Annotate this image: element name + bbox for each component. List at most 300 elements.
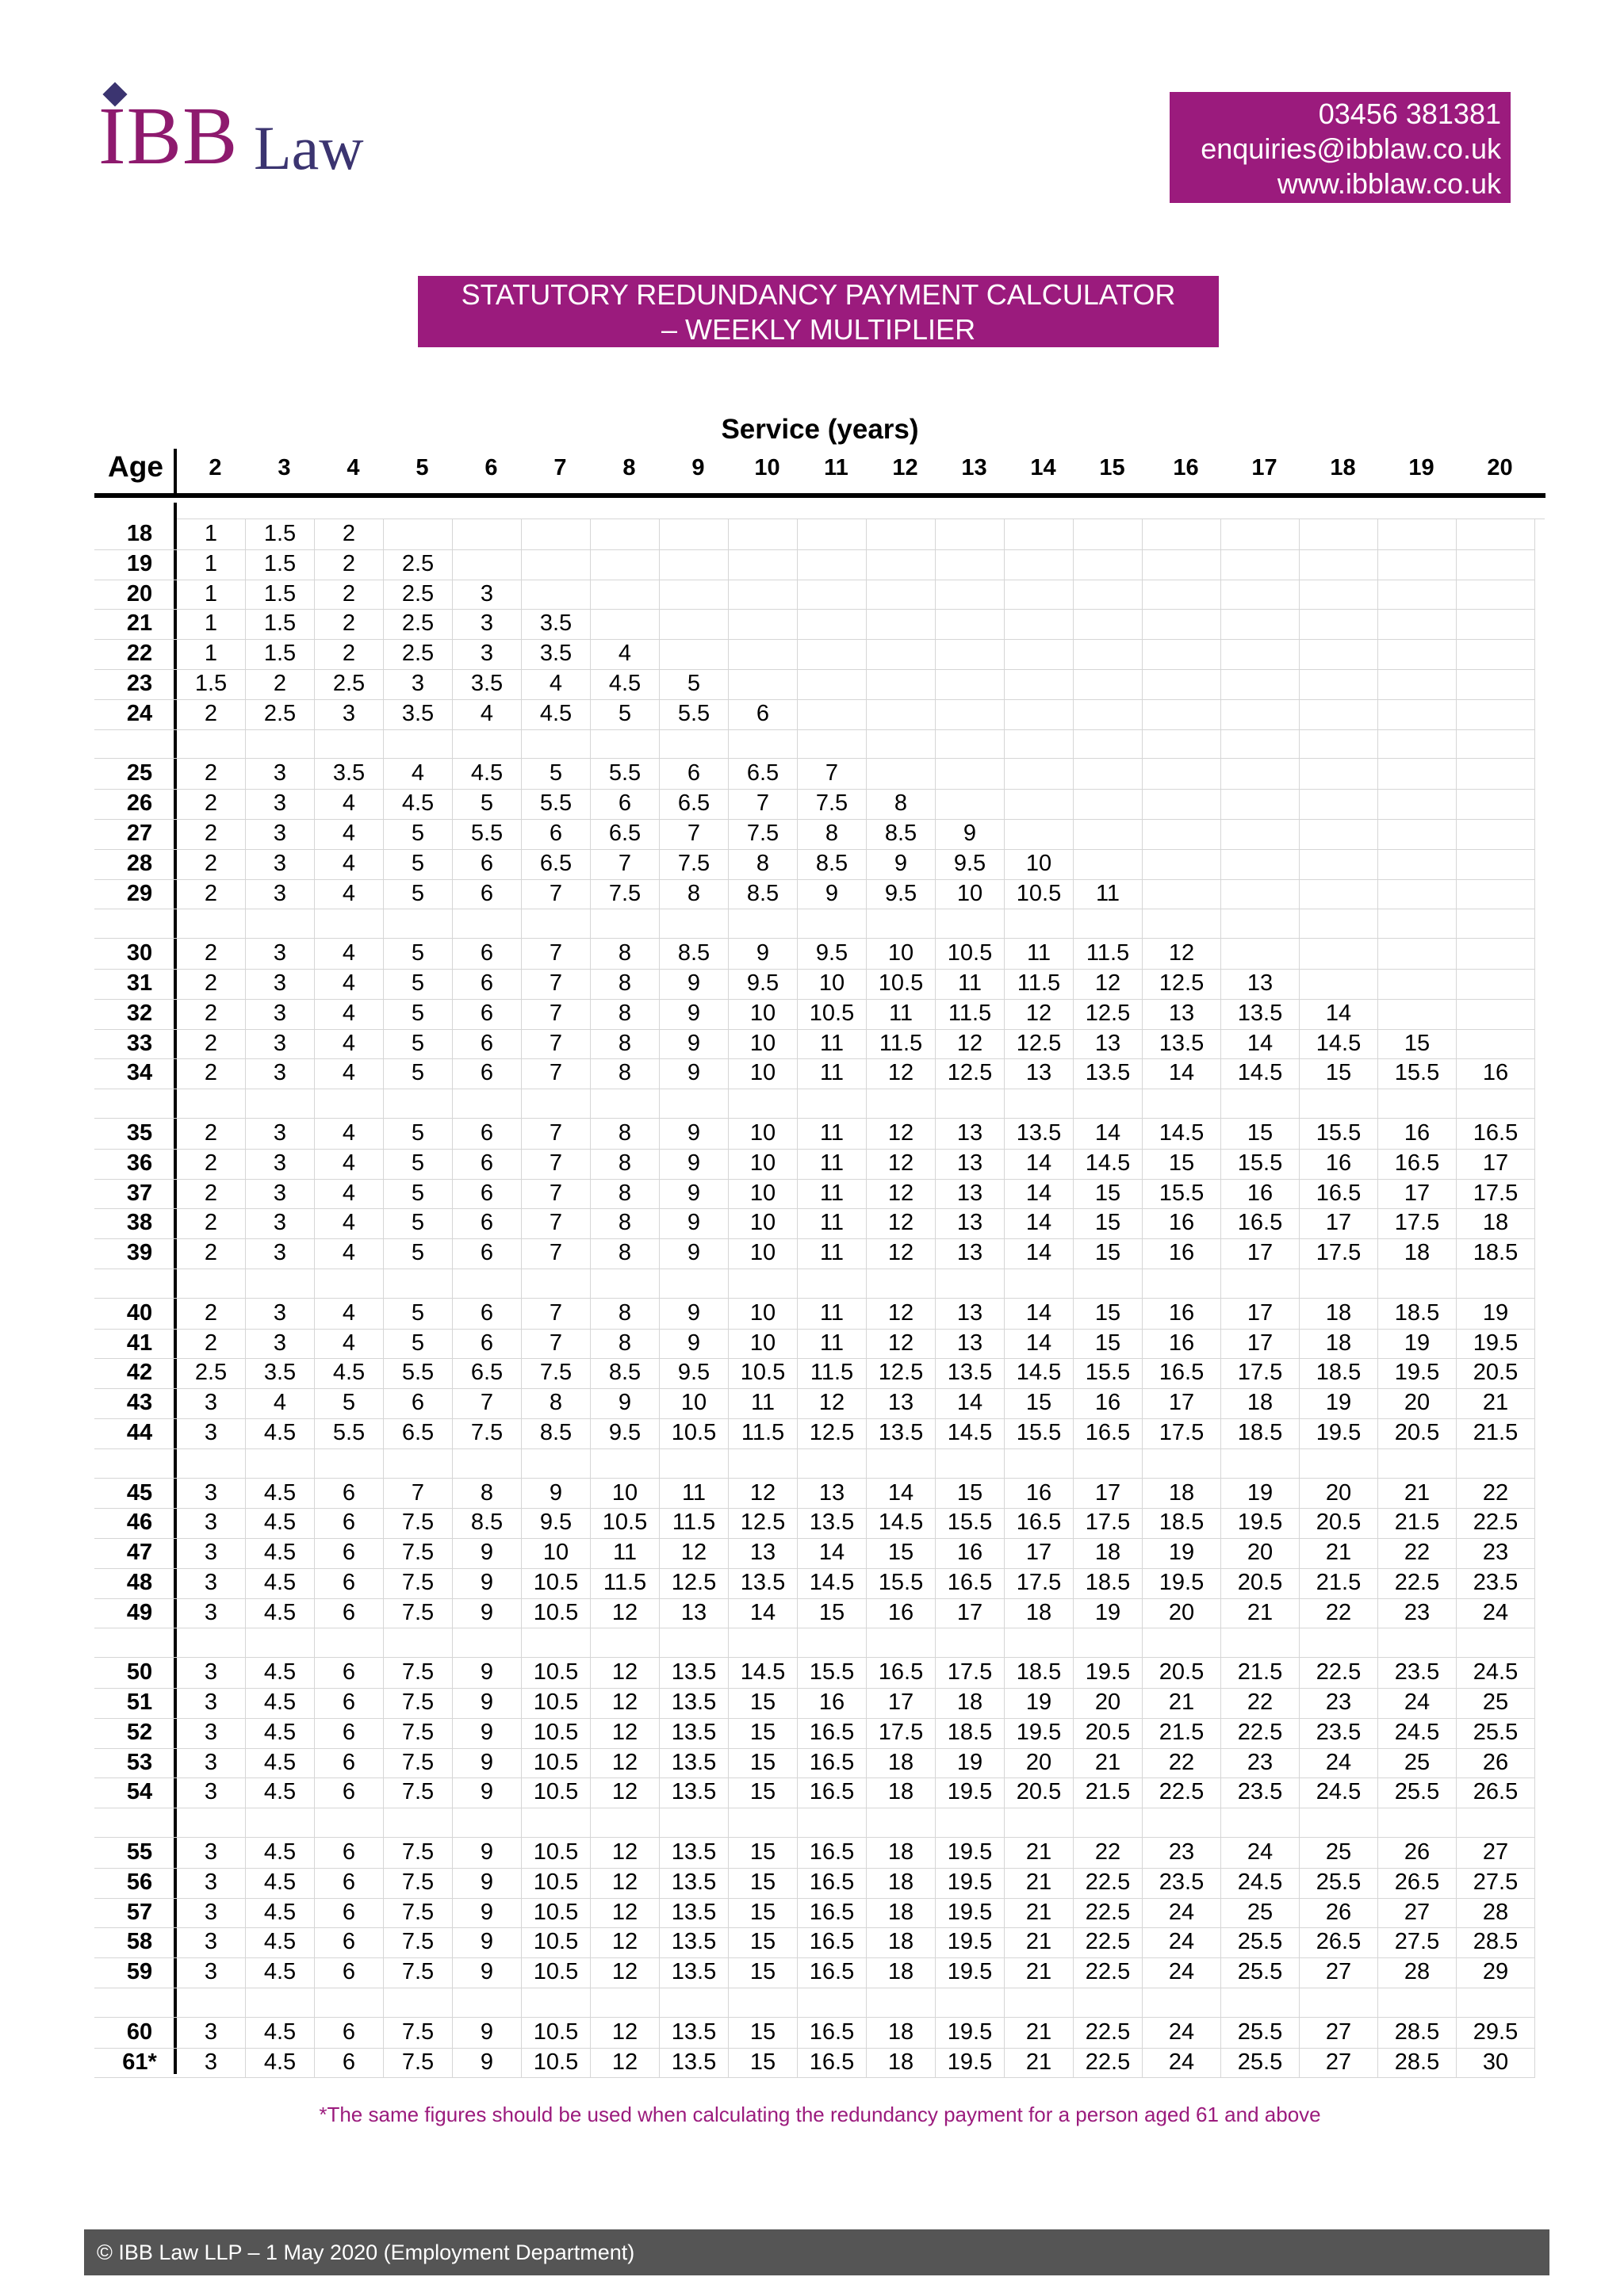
multiplier-cell: 14.5 <box>1221 1058 1300 1089</box>
multiplier-cell: 11.5 <box>729 1418 798 1449</box>
multiplier-cell: 25.5 <box>1221 2048 1300 2079</box>
multiplier-cell: 20.5 <box>1221 1568 1300 1599</box>
multiplier-cell: 7 <box>522 1149 591 1180</box>
multiplier-cell: 16 <box>1378 1119 1457 1150</box>
multiplier-cell: 23 <box>1143 1838 1221 1869</box>
multiplier-cell <box>1300 519 1378 550</box>
multiplier-cell <box>867 519 936 550</box>
multiplier-cell: 25.5 <box>1221 1957 1300 1988</box>
multiplier-cell: 25 <box>1221 1898 1300 1929</box>
multiplier-cell: 1.5 <box>246 549 315 580</box>
multiplier-cell <box>1378 849 1457 880</box>
age-cell: 27 <box>94 819 177 850</box>
spacer-cell <box>246 1089 315 1119</box>
multiplier-cell: 22.5 <box>1074 1868 1143 1899</box>
multiplier-cell: 6 <box>453 849 522 880</box>
multiplier-cell: 4.5 <box>246 1658 315 1689</box>
multiplier-cell: 14 <box>1005 1149 1074 1180</box>
multiplier-cell: 13.5 <box>1221 999 1300 1030</box>
multiplier-cell: 29.5 <box>1457 2018 1535 2049</box>
spacer-cell <box>1457 729 1535 760</box>
multiplier-cell: 4 <box>315 969 384 1000</box>
multiplier-cell <box>1300 759 1378 790</box>
multiplier-cell <box>1457 759 1535 790</box>
multiplier-cell: 11 <box>729 1388 798 1419</box>
multiplier-cell: 12 <box>591 1658 660 1689</box>
multiplier-cell: 5.5 <box>453 819 522 850</box>
contact-email[interactable]: enquiries@ibblaw.co.uk <box>1201 132 1501 165</box>
multiplier-cell: 12 <box>591 1688 660 1719</box>
multiplier-cell: 3.5 <box>315 759 384 790</box>
multiplier-cell <box>1378 939 1457 970</box>
multiplier-cell <box>1457 669 1535 700</box>
table-row <box>94 639 1545 669</box>
multiplier-cell: 8 <box>729 849 798 880</box>
multiplier-cell: 2 <box>177 1149 246 1180</box>
multiplier-cell: 13.5 <box>660 2018 729 2049</box>
spacer-cell <box>384 1089 453 1119</box>
multiplier-cell: 14 <box>1300 999 1378 1030</box>
multiplier-cell: 17 <box>1457 1149 1535 1180</box>
multiplier-cell: 18 <box>867 1868 936 1899</box>
multiplier-cell: 11.5 <box>936 999 1005 1030</box>
service-header-2: 2 <box>209 455 222 480</box>
multiplier-cell: 21.5 <box>1143 1718 1221 1749</box>
multiplier-cell: 12 <box>660 1538 729 1569</box>
multiplier-cell: 19 <box>1378 1329 1457 1360</box>
spacer-cell <box>660 909 729 939</box>
spacer-cell <box>936 1808 1005 1838</box>
spacer-cell <box>384 729 453 760</box>
multiplier-cell <box>1378 699 1457 730</box>
multiplier-cell: 3 <box>177 1718 246 1749</box>
multiplier-cell <box>1300 879 1378 910</box>
multiplier-cell: 4.5 <box>522 699 591 730</box>
multiplier-cell: 18 <box>1457 1208 1535 1239</box>
multiplier-cell: 18.5 <box>1074 1568 1143 1599</box>
multiplier-cell: 15 <box>729 1957 798 1988</box>
multiplier-cell: 3 <box>177 1777 246 1808</box>
multiplier-cell: 4 <box>453 699 522 730</box>
multiplier-cell: 21 <box>1005 1927 1074 1958</box>
table-row <box>94 969 1545 999</box>
multiplier-cell: 6 <box>315 2048 384 2079</box>
table-row <box>94 1388 1545 1418</box>
multiplier-cell: 7 <box>453 1388 522 1419</box>
contact-phone[interactable]: 03456 381381 <box>1318 98 1501 130</box>
multiplier-cell: 1.5 <box>246 519 315 550</box>
multiplier-cell: 8 <box>660 879 729 910</box>
multiplier-cell <box>1221 549 1300 580</box>
multiplier-cell: 5 <box>384 1208 453 1239</box>
multiplier-cell <box>936 759 1005 790</box>
multiplier-cell: 3 <box>246 1329 315 1360</box>
multiplier-cell <box>936 580 1005 610</box>
multiplier-cell: 13 <box>936 1119 1005 1150</box>
table-row <box>94 849 1545 879</box>
multiplier-cell: 9 <box>660 1119 729 1150</box>
multiplier-cell: 3 <box>453 609 522 640</box>
multiplier-cell <box>936 669 1005 700</box>
multiplier-cell: 13.5 <box>1074 1058 1143 1089</box>
multiplier-cell <box>1143 699 1221 730</box>
multiplier-cell: 16.5 <box>1300 1179 1378 1210</box>
age-cell: 40 <box>94 1299 177 1330</box>
multiplier-cell: 27.5 <box>1457 1868 1535 1899</box>
multiplier-cell: 11.5 <box>867 1029 936 1060</box>
multiplier-cell: 13 <box>936 1299 1005 1330</box>
multiplier-cell: 19.5 <box>936 1838 1005 1869</box>
spacer-cell <box>867 1808 936 1838</box>
multiplier-cell: 3 <box>246 1208 315 1239</box>
spacer-cell <box>1143 1988 1221 2018</box>
multiplier-cell: 18.5 <box>1221 1418 1300 1449</box>
multiplier-cell: 23 <box>1300 1688 1378 1719</box>
multiplier-cell: 15 <box>729 1688 798 1719</box>
multiplier-cell <box>1378 639 1457 670</box>
multiplier-cell: 7 <box>522 1329 591 1360</box>
group-spacer-row <box>94 729 1545 760</box>
multiplier-cell <box>936 519 1005 550</box>
multiplier-cell: 6 <box>453 1329 522 1360</box>
multiplier-cell: 6 <box>315 1688 384 1719</box>
spacer-cell <box>1074 1089 1143 1119</box>
multiplier-cell <box>798 699 867 730</box>
multiplier-cell: 9 <box>453 1957 522 1988</box>
multiplier-cell: 3 <box>177 1838 246 1869</box>
multiplier-cell: 24.5 <box>1457 1658 1535 1689</box>
multiplier-cell <box>660 609 729 640</box>
spacer-cell <box>453 909 522 939</box>
spacer-cell <box>867 1628 936 1658</box>
multiplier-cell: 9.5 <box>660 1358 729 1389</box>
multiplier-cell: 8.5 <box>798 849 867 880</box>
multiplier-cell <box>1074 549 1143 580</box>
multiplier-cell: 16 <box>1300 1149 1378 1180</box>
multiplier-cell: 2.5 <box>315 669 384 700</box>
multiplier-cell: 1.5 <box>246 639 315 670</box>
multiplier-cell: 10.5 <box>522 1688 591 1719</box>
table-row <box>94 2018 1545 2048</box>
spacer-cell <box>729 1988 798 2018</box>
spacer-cell <box>936 1448 1005 1479</box>
page-footer: © IBB Law LLP – 1 May 2020 (Employment Department) <box>84 2229 1549 2275</box>
multiplier-cell <box>1378 969 1457 1000</box>
multiplier-cell: 15.5 <box>1005 1418 1074 1449</box>
multiplier-cell: 23.5 <box>1143 1868 1221 1899</box>
contact-website[interactable]: www.ibblaw.co.uk <box>1277 167 1501 200</box>
multiplier-cell: 6 <box>453 1029 522 1060</box>
table-row <box>94 1658 1545 1688</box>
multiplier-cell: 7.5 <box>384 1957 453 1988</box>
multiplier-cell: 11 <box>798 1029 867 1060</box>
multiplier-cell: 3 <box>177 1388 246 1419</box>
multiplier-cell: 5 <box>384 1029 453 1060</box>
spacer-cell <box>1221 1988 1300 2018</box>
multiplier-cell <box>1457 699 1535 730</box>
spacer-cell <box>1457 1628 1535 1658</box>
multiplier-cell: 18 <box>1005 1598 1074 1629</box>
multiplier-cell: 3 <box>246 1058 315 1089</box>
multiplier-cell <box>1005 609 1074 640</box>
multiplier-cell: 6 <box>453 939 522 970</box>
multiplier-cell <box>1221 819 1300 850</box>
multiplier-cell: 20 <box>1005 1748 1074 1779</box>
multiplier-cell: 2 <box>177 699 246 730</box>
multiplier-cell <box>1378 999 1457 1030</box>
multiplier-cell: 21 <box>1221 1598 1300 1629</box>
table-row <box>94 1838 1545 1868</box>
spacer-cell <box>1221 729 1300 760</box>
multiplier-cell: 4.5 <box>246 1868 315 1899</box>
multiplier-cell: 12.5 <box>867 1358 936 1389</box>
multiplier-cell: 5.5 <box>591 759 660 790</box>
header-rule <box>94 493 1545 498</box>
spacer-cell <box>1457 1448 1535 1479</box>
multiplier-cell: 18 <box>867 2018 936 2049</box>
multiplier-cell: 13.5 <box>660 1898 729 1929</box>
multiplier-cell: 10.5 <box>660 1418 729 1449</box>
multiplier-cell <box>660 639 729 670</box>
multiplier-cell: 10.5 <box>1005 879 1074 910</box>
multiplier-cell: 3 <box>315 699 384 730</box>
multiplier-cell: 7 <box>729 789 798 820</box>
table-row <box>94 1868 1545 1898</box>
multiplier-cell: 23.5 <box>1378 1658 1457 1689</box>
multiplier-cell <box>1457 849 1535 880</box>
spacer-cell <box>246 1988 315 2018</box>
multiplier-cell: 13.5 <box>660 1718 729 1749</box>
age-cell: 29 <box>94 879 177 910</box>
table-row <box>94 1358 1545 1388</box>
spacer-cell <box>315 1089 384 1119</box>
multiplier-cell: 30 <box>1457 2048 1535 2079</box>
multiplier-cell: 2 <box>315 519 384 550</box>
multiplier-cell: 12.5 <box>936 1058 1005 1089</box>
multiplier-cell: 10.5 <box>522 1898 591 1929</box>
multiplier-cell: 17 <box>867 1688 936 1719</box>
multiplier-cell: 15 <box>1143 1149 1221 1180</box>
multiplier-cell: 21 <box>1300 1538 1378 1569</box>
multiplier-cell: 5 <box>384 1299 453 1330</box>
multiplier-cell: 13.5 <box>660 1927 729 1958</box>
ibb-law-logo <box>98 78 400 181</box>
multiplier-cell: 13.5 <box>660 1748 729 1779</box>
service-header-4: 4 <box>347 455 360 480</box>
multiplier-cell: 3 <box>177 2048 246 2079</box>
multiplier-cell: 16 <box>798 1688 867 1719</box>
age-cell: 25 <box>94 759 177 790</box>
multiplier-cell: 3 <box>177 1508 246 1539</box>
multiplier-cell <box>1300 819 1378 850</box>
spacer-cell <box>936 909 1005 939</box>
spacer-cell <box>315 729 384 760</box>
multiplier-cell: 4 <box>522 669 591 700</box>
spacer-cell <box>177 1988 246 2018</box>
multiplier-cell: 12 <box>591 1868 660 1899</box>
multiplier-cell: 6 <box>315 1479 384 1510</box>
multiplier-cell: 16.5 <box>798 2048 867 2079</box>
multiplier-cell: 18 <box>936 1688 1005 1719</box>
multiplier-cell: 14 <box>1221 1029 1300 1060</box>
multiplier-cell: 13 <box>867 1388 936 1419</box>
multiplier-cell: 4.5 <box>246 1718 315 1749</box>
multiplier-cell: 16.5 <box>798 1927 867 1958</box>
multiplier-cell: 16.5 <box>867 1658 936 1689</box>
multiplier-cell: 4.5 <box>246 1479 315 1510</box>
spacer-cell <box>522 729 591 760</box>
multiplier-cell: 2 <box>177 789 246 820</box>
table-row <box>94 1479 1545 1509</box>
spacer-cell <box>1457 1808 1535 1838</box>
multiplier-cell: 18.5 <box>1378 1299 1457 1330</box>
multiplier-cell: 28 <box>1457 1898 1535 1929</box>
multiplier-cell: 4 <box>315 1149 384 1180</box>
multiplier-cell: 7 <box>798 759 867 790</box>
page-title-line1: STATUTORY REDUNDANCY PAYMENT CALCULATOR <box>461 278 1176 311</box>
multiplier-cell: 1.5 <box>246 580 315 610</box>
multiplier-cell <box>1221 580 1300 610</box>
age-cell: 23 <box>94 669 177 700</box>
multiplier-cell: 12.5 <box>798 1418 867 1449</box>
multiplier-cell: 8 <box>591 969 660 1000</box>
multiplier-cell: 22.5 <box>1457 1508 1535 1539</box>
table-row <box>94 699 1545 729</box>
spacer-cell <box>384 1988 453 2018</box>
spacer-cell <box>94 909 177 939</box>
spacer-cell <box>384 1448 453 1479</box>
multiplier-cell <box>1300 549 1378 580</box>
age-cell: 56 <box>94 1868 177 1899</box>
multiplier-cell: 12 <box>591 1838 660 1869</box>
multiplier-cell: 10.5 <box>522 1748 591 1779</box>
multiplier-cell: 1 <box>177 519 246 550</box>
multiplier-cell: 4.5 <box>246 1957 315 1988</box>
spacer-cell <box>660 1628 729 1658</box>
multiplier-cell <box>1300 849 1378 880</box>
multiplier-cell: 13.5 <box>1143 1029 1221 1060</box>
multiplier-cell: 20 <box>1143 1598 1221 1629</box>
multiplier-cell: 3 <box>246 819 315 850</box>
age-cell: 43 <box>94 1388 177 1419</box>
spacer-cell <box>1378 1808 1457 1838</box>
spacer-cell <box>1143 1628 1221 1658</box>
multiplier-cell <box>1221 699 1300 730</box>
multiplier-cell: 8 <box>591 1329 660 1360</box>
spacer-cell <box>246 909 315 939</box>
age-cell: 39 <box>94 1238 177 1269</box>
spacer-cell <box>798 1089 867 1119</box>
multiplier-cell: 6 <box>315 1838 384 1869</box>
multiplier-cell: 22.5 <box>1074 1898 1143 1929</box>
multiplier-cell: 2 <box>177 759 246 790</box>
multiplier-cell: 10 <box>729 1058 798 1089</box>
multiplier-cell <box>1143 819 1221 850</box>
multiplier-cell: 11 <box>798 1299 867 1330</box>
spacer-cell <box>522 909 591 939</box>
multiplier-cell: 14 <box>1005 1299 1074 1330</box>
spacer-cell <box>1378 909 1457 939</box>
multiplier-cell: 9.5 <box>591 1418 660 1449</box>
multiplier-cell <box>1378 609 1457 640</box>
multiplier-cell: 2 <box>177 1208 246 1239</box>
spacer-cell <box>729 1089 798 1119</box>
multiplier-cell: 26.5 <box>1300 1927 1378 1958</box>
age-cell: 37 <box>94 1179 177 1210</box>
multiplier-cell: 2 <box>315 639 384 670</box>
multiplier-cell: 24 <box>1457 1598 1535 1629</box>
multiplier-cell: 10 <box>867 939 936 970</box>
age-cell: 38 <box>94 1208 177 1239</box>
multiplier-cell: 15 <box>1074 1238 1143 1269</box>
multiplier-cell: 25.5 <box>1221 2018 1300 2049</box>
multiplier-cell: 20 <box>1221 1538 1300 1569</box>
multiplier-cell: 15.5 <box>798 1658 867 1689</box>
multiplier-cell: 5 <box>384 1119 453 1150</box>
multiplier-cell: 20.5 <box>1457 1358 1535 1389</box>
spacer-cell <box>246 1269 315 1299</box>
multiplier-cell: 15 <box>729 1868 798 1899</box>
multiplier-cell: 10.5 <box>798 999 867 1030</box>
spacer-cell <box>1221 1269 1300 1299</box>
spacer-cell <box>1074 1808 1143 1838</box>
multiplier-cell: 1.5 <box>246 609 315 640</box>
multiplier-cell: 9 <box>453 1598 522 1629</box>
multiplier-cell: 10.5 <box>522 2018 591 2049</box>
multiplier-cell: 10.5 <box>522 2048 591 2079</box>
multiplier-cell: 2 <box>177 849 246 880</box>
multiplier-cell: 9 <box>453 1568 522 1599</box>
multiplier-cell: 10.5 <box>591 1508 660 1539</box>
multiplier-cell: 22 <box>1457 1479 1535 1510</box>
multiplier-cell: 24 <box>1143 2018 1221 2049</box>
multiplier-cell: 14 <box>1005 1238 1074 1269</box>
multiplier-cell <box>1143 669 1221 700</box>
multiplier-cell: 9 <box>660 1179 729 1210</box>
multiplier-cell <box>798 549 867 580</box>
multiplier-cell: 23.5 <box>1300 1718 1378 1749</box>
spacer-cell <box>660 1089 729 1119</box>
multiplier-cell: 5 <box>384 819 453 850</box>
multiplier-cell: 9 <box>660 999 729 1030</box>
multiplier-cell: 3 <box>246 1149 315 1180</box>
multiplier-cell: 25.5 <box>1300 1868 1378 1899</box>
multiplier-cell: 19 <box>936 1748 1005 1779</box>
multiplier-cell: 6 <box>453 1119 522 1150</box>
multiplier-cell: 3 <box>246 999 315 1030</box>
multiplier-cell: 6 <box>315 1927 384 1958</box>
multiplier-cell: 2.5 <box>384 549 453 580</box>
multiplier-cell: 3 <box>246 789 315 820</box>
service-header-13: 13 <box>961 455 987 480</box>
multiplier-cell: 5.5 <box>522 789 591 820</box>
multiplier-cell: 16 <box>1143 1208 1221 1239</box>
multiplier-cell: 9 <box>453 1927 522 1958</box>
spacer-cell <box>453 1269 522 1299</box>
table-row <box>94 789 1545 819</box>
multiplier-cell <box>1005 789 1074 820</box>
multiplier-cell: 18 <box>867 1898 936 1929</box>
multiplier-cell: 14.5 <box>867 1508 936 1539</box>
multiplier-cell: 20 <box>1074 1688 1143 1719</box>
multiplier-cell: 20.5 <box>1074 1718 1143 1749</box>
age-cell: 20 <box>94 580 177 610</box>
multiplier-cell: 22 <box>1143 1748 1221 1779</box>
multiplier-cell: 6 <box>315 1868 384 1899</box>
multiplier-cell: 5.5 <box>384 1358 453 1389</box>
multiplier-cell: 3 <box>246 1119 315 1150</box>
multiplier-cell: 12 <box>867 1149 936 1180</box>
